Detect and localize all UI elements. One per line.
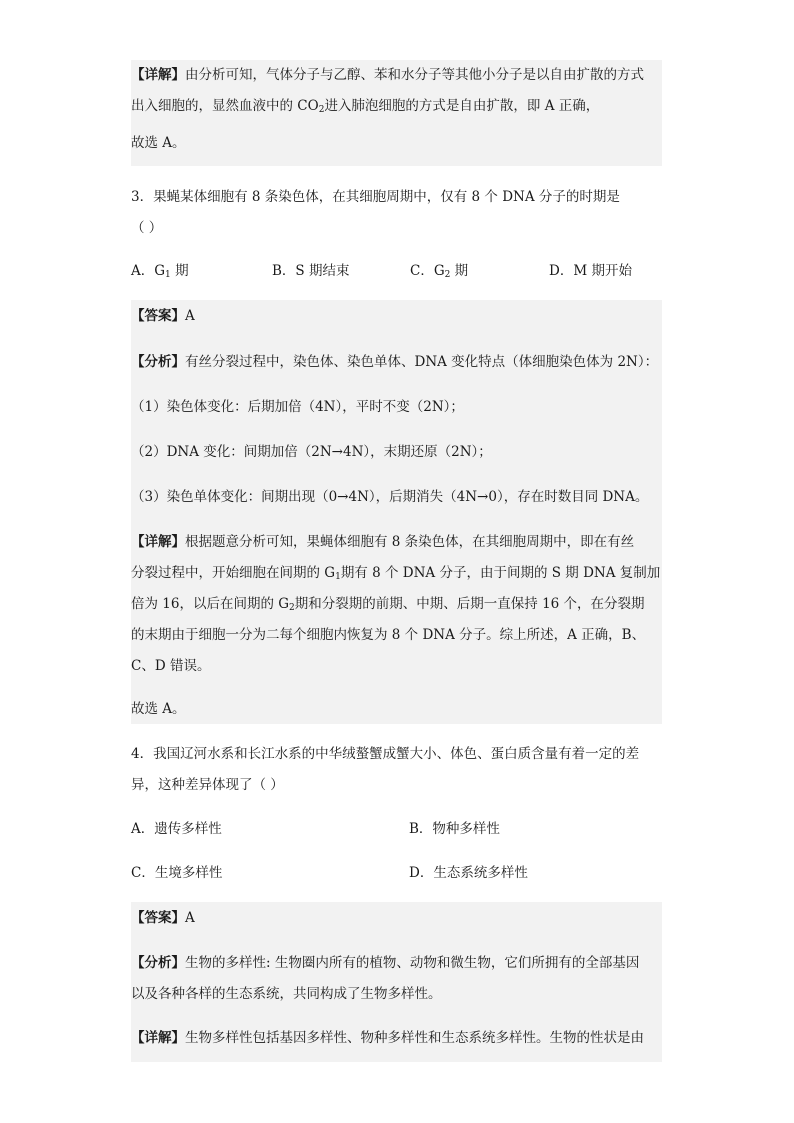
q3-choice: 故选 A。 <box>131 701 186 717</box>
q4-solution-section <box>131 902 662 1062</box>
q4-answer: 【答案】A <box>131 910 195 926</box>
q2-choice: 故选 A。 <box>131 135 186 151</box>
q3-detail-line5: C、D 错误。 <box>131 658 211 674</box>
q4-analysis-line1: 【分析】生物的多样性: 生物圈内所有的植物、动物和微生物，它们所拥有的全部基因 <box>131 955 640 971</box>
detail-tag: 【详解】 <box>131 67 185 83</box>
q3-stem: 3．果蝇某体细胞有 8 条染色体，在其细胞周期中，仅有 8 个 DNA 分子的时期是 （ ） <box>131 189 620 236</box>
q2-detail-line2: 出入细胞的，显然血液中的 $CO_2$进入肺泡细胞的方式是自由扩散，即 A 正确， <box>131 98 600 115</box>
q4-option-b: B．物种多样性 <box>409 821 500 837</box>
q4-option-d: D．生态系统多样性 <box>409 865 528 881</box>
q3-answer: 【答案】A <box>131 308 195 324</box>
q3-option-d: D．M 期开始 <box>549 263 632 279</box>
q3-option-c: C．$G_2$ 期 <box>410 263 469 280</box>
q3-detail-line2: 分裂过程中，开始细胞在间期的 $G_1$期有 8 个 DNA 分子，由于间期的 S 期 DNA 复制加 <box>131 565 661 582</box>
q3-point2: （2）DNA 变化：间期加倍（2N→4N），末期还原（2N）； <box>131 444 492 460</box>
q3-detail-line1: 【详解】根据题意分析可知，果蝇体细胞有 8 条染色体，在其细胞周期中，即在有丝 <box>131 534 635 550</box>
q3-detail-line3: 倍为 16，以后在间期的 $G_2$期和分裂期的前期、中期、后期一直保持 16 个，在分裂期 <box>131 596 645 613</box>
q2-detail-line1: 【详解】由分析可知，气体分子与乙醇、苯和水分子等其他小分子是以自由扩散的方式 <box>131 67 644 83</box>
q3-option-b: B．S 期结束 <box>272 263 350 279</box>
q4-analysis-line2: 以及各种各样的生态系统，共同构成了生物多样性。 <box>131 986 442 1002</box>
q3-analysis: 【分析】有丝分裂过程中，染色体、染色单体、DNA 变化特点（体细胞染色体为 2N）： <box>131 354 659 370</box>
q3-options <box>131 259 662 283</box>
q2-detail-section <box>131 60 662 166</box>
q3-point1: （1）染色体变化：后期加倍（4N），平时不变（2N）； <box>131 399 464 415</box>
q4-detail-line1: 【详解】生物多样性包括基因多样性、物种多样性和生态系统多样性。生物的性状是由 <box>131 1030 644 1046</box>
q4-options-row2 <box>131 861 662 885</box>
q4-option-a: A．遗传多样性 <box>131 821 222 837</box>
q3-solution-section <box>131 300 662 724</box>
q3-detail-line4: 的末期由于细胞一分为二每个细胞内恢复为 8 个 DNA 分子。综上所述，A 正确，B、 <box>131 627 646 643</box>
q4-options-row1 <box>131 817 662 841</box>
q4-option-c: C．生境多样性 <box>131 865 223 881</box>
q3-point3: （3）染色单体变化：间期出现（0→4N），后期消失（4N→0），存在时数目同 DNA。 <box>131 489 649 505</box>
q3-option-a: A．$G_1$ 期 <box>131 263 189 280</box>
q4-stem: 4．我国辽河水系和长江水系的中华绒螯蟹成蟹大小、体色、蛋白质含量有着一定的差 异，这种差异体现了（ ） <box>131 746 640 793</box>
